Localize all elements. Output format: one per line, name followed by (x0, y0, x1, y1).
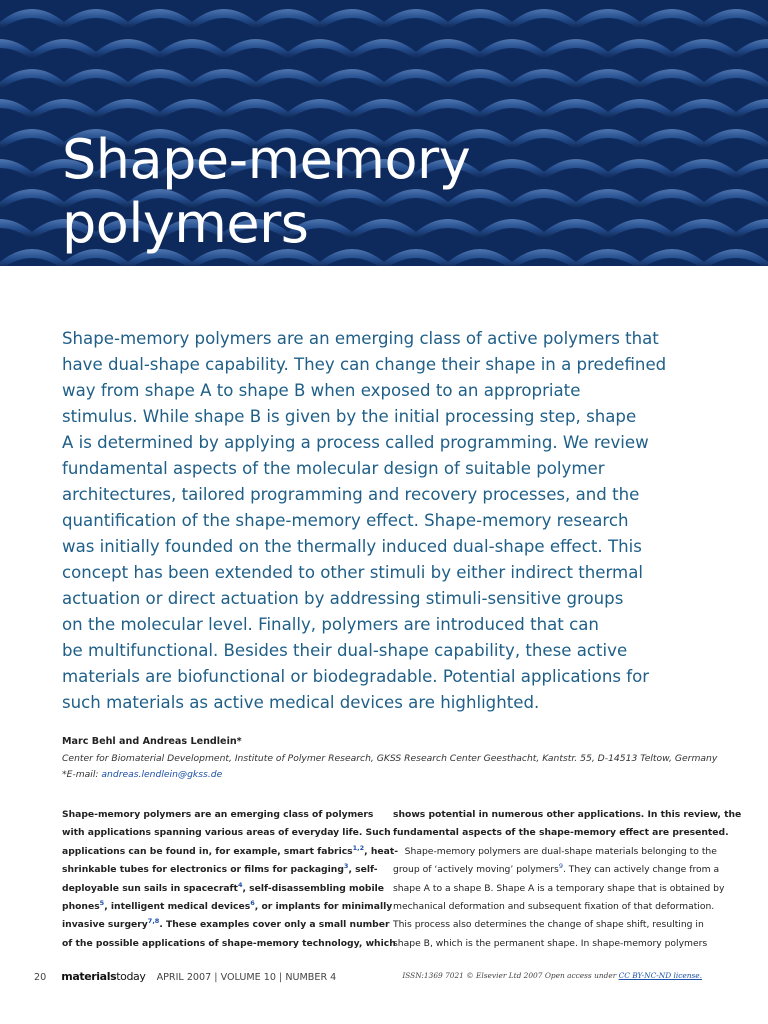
reference-number[interactable]: 5 (99, 898, 105, 907)
reference-number[interactable]: 9 (558, 862, 563, 871)
abstract-line: Shape-memory polymers are an emerging class of active polymers that (62, 329, 659, 348)
abstract-line: have dual-shape capability. They can change their shape in a predefined (62, 355, 667, 374)
abstract-line: architectures, tailored programming and recovery processes, and the (62, 485, 640, 504)
issue-info: APRIL 2007 | VOLUME 10 | NUMBER 4 (156, 972, 337, 983)
body-text-line (62, 824, 391, 842)
abstract-line: such materials as active medical devices are highlighted. (62, 693, 540, 712)
body-text-line (62, 916, 390, 934)
text-segment: Shape-memory polymers are an emerging class of polymers (62, 809, 374, 820)
abstract-line: was initially founded on the thermally induced dual-shape effect. This (62, 537, 642, 556)
body-text-line (393, 916, 711, 934)
reference-number[interactable]: 1,2 (352, 843, 365, 852)
text-segment: . They can actively change from a (562, 864, 720, 876)
body-text-line (62, 861, 380, 879)
issn-text: ISSN:1369 7021 © Elsevier Ltd 2007 Open access under (402, 971, 619, 980)
body-text-line: fundamental aspects of the shape-memory effect are presented. (393, 827, 729, 839)
header-banner (0, 0, 768, 266)
abstract-line: quantification of the shape-memory effect. Shape-memory research (62, 511, 629, 530)
abstract (62, 326, 712, 716)
text-segment: , self- (348, 864, 378, 876)
reference-number[interactable]: 7,8 (147, 917, 160, 926)
footer-right (402, 971, 702, 980)
text-segment: group of ‘actively moving’ polymers (393, 864, 559, 876)
text-segment: , heat- (364, 845, 399, 857)
abstract-line: actuation or direct actuation by addressing stimuli-sensitive groups (62, 589, 624, 608)
license-link[interactable]: CC BY-NC-ND license. (618, 971, 702, 980)
body-column-left (62, 806, 399, 953)
text-segment: shape B, which is the permanent shape. In shape-memory polymers (393, 937, 708, 949)
reference-number[interactable]: 3 (343, 862, 349, 871)
text-segment: invasive surgery (62, 919, 148, 931)
email-line (62, 769, 222, 780)
body-text-line (62, 935, 396, 953)
body-text-line (393, 880, 725, 898)
body-text-line (393, 843, 717, 861)
email-label: *E-mail: (62, 769, 102, 780)
abstract-line: fundamental aspects of the molecular design of suitable polymer (62, 459, 605, 478)
text-segment: shrinkable tubes for electronics or films for packaging (62, 864, 344, 876)
journal-logo-part1: materials (61, 970, 117, 983)
text-segment: , or implants for minimally (254, 901, 393, 913)
body-text-line (393, 861, 720, 879)
abstract-line: on the molecular level. Finally, polymers are introduced that can (62, 615, 599, 634)
authors: Marc Behl and Andreas Lendlein* (62, 736, 242, 747)
text-segment: shape A to a shape B. Shape A is a temporary shape that is obtained by (393, 882, 725, 894)
abstract-line: be multifunctional. Besides their dual-shape capability, these active (62, 641, 628, 660)
title-line-2: polymers (62, 192, 309, 255)
abstract-line: stimulus. While shape B is given by the initial processing step, shape (62, 407, 637, 426)
page-number: 20 (34, 972, 47, 983)
body-text-line (393, 898, 715, 916)
article-title (62, 128, 742, 256)
text-segment: of the possible applications of shape-memory technology, which (62, 937, 396, 949)
body-text-line (393, 935, 711, 953)
text-segment: mechanical deformation and subsequent fixation of that deformation. (393, 901, 715, 913)
text-segment: , intelligent medical devices (104, 901, 251, 913)
text-segment: Shape-memory polymers are dual-shape materials belonging to the (393, 845, 717, 857)
text-segment: This process also determines the change of shape shift, resulting in (393, 919, 704, 931)
title-line-1: Shape-memory (62, 128, 471, 191)
body-text-line: shows potential in numerous other applications. In this review, the (393, 809, 742, 820)
text-segment: applications can be found in, for example, smart fabrics (62, 845, 353, 857)
text-segment: . These examples cover only a small number (159, 919, 390, 931)
reference-number[interactable]: 4 (237, 880, 243, 889)
footer-left (34, 970, 336, 984)
abstract-line: concept has been extended to other stimuli by either indirect thermal (62, 563, 643, 582)
body-text-line (62, 843, 399, 861)
reference-number[interactable]: 6 (250, 898, 255, 907)
abstract-line: way from shape A to shape B when exposed to an appropriate (62, 381, 581, 400)
abstract-line: materials are biofunctional or biodegradable. Potential applications for (62, 667, 650, 686)
text-segment: deployable sun sails in spacecraft (62, 882, 238, 894)
journal-logo-part2: today (116, 970, 146, 983)
affiliation: Center for Biomaterial Development, Institute of Polymer Research, GKSS Research Center Geesthacht, Kantstr. 55, D-14513 Teltow, Germany (62, 753, 718, 764)
body-text-line (62, 880, 384, 898)
text-segment: phones (62, 901, 100, 913)
text-segment: with applications spanning various areas of everyday life. Such (62, 827, 391, 839)
body-column-right (393, 806, 742, 953)
abstract-line: A is determined by applying a process called programming. We review (62, 433, 649, 452)
body-text-line (62, 898, 393, 916)
journal-logo (61, 972, 153, 983)
email-link[interactable]: andreas.lendlein@gkss.de (101, 769, 223, 780)
body-text-line (62, 806, 380, 824)
text-segment: , self-disassembling mobile (242, 882, 384, 894)
